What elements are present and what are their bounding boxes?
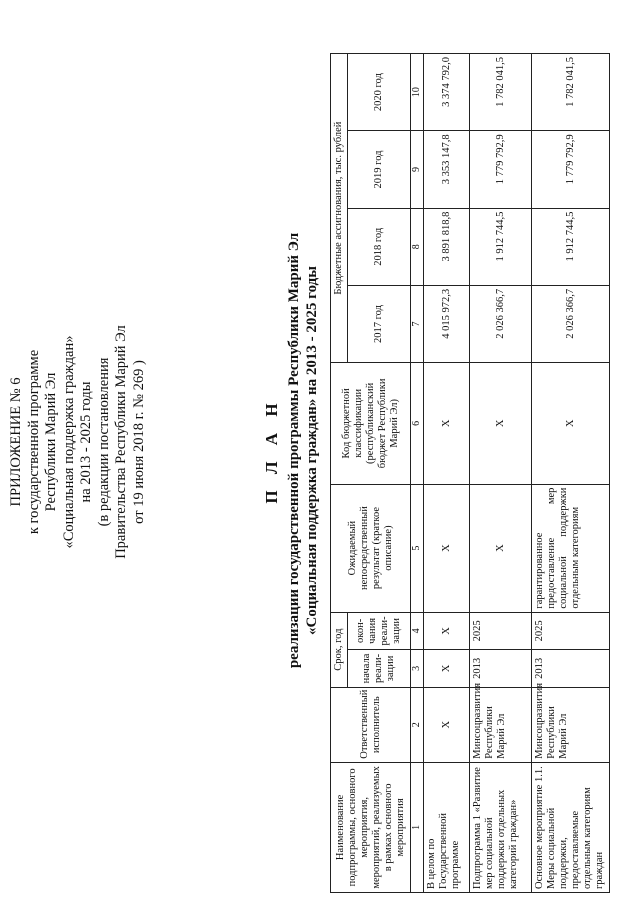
row-start: 2013 bbox=[470, 650, 532, 688]
row-executor: Минсоцразвития Республики Марий Эл bbox=[470, 687, 532, 762]
table-row bbox=[470, 54, 532, 893]
row-name: Основное мероприятие 1.1. Меры социальной поддержки, предоставляемые отдельным категориям граждан bbox=[532, 762, 610, 892]
row-2018: 1 912 744,5 bbox=[470, 208, 532, 285]
appendix-line: к государственной программе bbox=[25, 349, 42, 535]
row-code: Х bbox=[532, 363, 610, 484]
header-year-2020: 2020 год bbox=[348, 54, 411, 131]
table-row bbox=[532, 54, 610, 893]
column-index: 2 bbox=[411, 687, 424, 762]
column-index: 3 bbox=[411, 650, 424, 688]
table-header-row bbox=[331, 54, 348, 893]
header-year-2018: 2018 год bbox=[348, 208, 411, 285]
appendix-line: ПРИЛОЖЕНИЕ № 6 bbox=[8, 377, 24, 507]
appendix-line: от 19 июня 2018 г. № 269 ) bbox=[130, 360, 147, 524]
header-term: Срок, год bbox=[331, 612, 348, 687]
document-subtitle: реализации государственной программы Республики Марий Эл bbox=[286, 232, 302, 669]
row-2020: 1 782 041,5 bbox=[470, 54, 532, 131]
header-term-end: окон-чания реали-зации bbox=[348, 612, 411, 650]
row-2019: 1 779 792,9 bbox=[532, 131, 610, 208]
appendix-line: «Социальная поддержка граждан» bbox=[60, 335, 77, 549]
row-result: Х bbox=[424, 484, 470, 612]
row-2017: 2 026 366,7 bbox=[532, 285, 610, 362]
appendix-line: Правительства Республики Марий Эл bbox=[113, 325, 129, 559]
appendix-line: на 2013 - 2025 годы bbox=[78, 381, 94, 503]
row-end: Х bbox=[424, 612, 470, 650]
row-end: 2025 bbox=[532, 612, 610, 650]
column-index: 10 bbox=[411, 54, 424, 131]
header-code: Код бюджетной классификации (республиканский бюджет Республики Марий Эл) bbox=[331, 363, 411, 484]
header-executor: Ответственный исполнитель bbox=[331, 687, 411, 762]
column-index: 9 bbox=[411, 131, 424, 208]
table-row bbox=[424, 54, 470, 893]
row-executor: Минсоцразвития Республики Марий Эл bbox=[532, 687, 610, 762]
header-name: Наименование подпрограммы, основного мероприятия, мероприятий, реализуемых в рамках основного мероприятия bbox=[331, 762, 411, 892]
row-code: Х bbox=[424, 363, 470, 484]
appendix-line: (в редакции постановления bbox=[95, 357, 112, 527]
row-start: Х bbox=[424, 650, 470, 688]
row-2019: 1 779 792,9 bbox=[470, 131, 532, 208]
row-result: Х bbox=[470, 484, 532, 612]
document-subtitle: «Социальная поддержка граждан» на 2013 - 2025 годы bbox=[304, 266, 320, 635]
header-term-start: начала реали-зации bbox=[348, 650, 411, 688]
column-index: 1 bbox=[411, 762, 424, 892]
row-code: Х bbox=[470, 363, 532, 484]
row-start: 2013 bbox=[532, 650, 610, 688]
row-2018: 1 912 744,5 bbox=[532, 208, 610, 285]
row-2017: 4 015 972,3 bbox=[424, 285, 470, 362]
row-result: гарантированное предоставление мер социальной поддержки отдельным категориям bbox=[532, 484, 610, 612]
document-title: П Л А Н bbox=[262, 397, 281, 504]
header-budget: Бюджетные ассигнования, тыс. рублей bbox=[331, 54, 348, 363]
row-2018: 3 891 818,8 bbox=[424, 208, 470, 285]
appendix-stamp bbox=[8, 282, 148, 602]
row-name: Подпрограмма 1 «Развитие мер социальной поддержки отдельных категорий граждан» bbox=[470, 762, 532, 892]
column-index: 4 bbox=[411, 612, 424, 650]
row-name: В целом по Государственной программе bbox=[424, 762, 470, 892]
column-index: 6 bbox=[411, 363, 424, 484]
row-2020: 1 782 041,5 bbox=[532, 54, 610, 131]
row-2020: 3 374 792,0 bbox=[424, 54, 470, 131]
column-index: 8 bbox=[411, 208, 424, 285]
row-2019: 3 353 147,8 bbox=[424, 131, 470, 208]
header-result: Ожидаемый непосредственный результат (краткое описание) bbox=[331, 484, 411, 612]
column-index: 7 bbox=[411, 285, 424, 362]
appendix-line: Республики Марий Эл bbox=[43, 372, 59, 512]
row-executor: Х bbox=[424, 687, 470, 762]
column-index-row bbox=[411, 54, 424, 893]
header-year-2019: 2019 год bbox=[348, 131, 411, 208]
plan-table bbox=[330, 53, 610, 893]
column-index: 5 bbox=[411, 484, 424, 612]
header-year-2017: 2017 год bbox=[348, 285, 411, 362]
row-end: 2025 bbox=[470, 612, 532, 650]
row-2017: 2 026 366,7 bbox=[470, 285, 532, 362]
